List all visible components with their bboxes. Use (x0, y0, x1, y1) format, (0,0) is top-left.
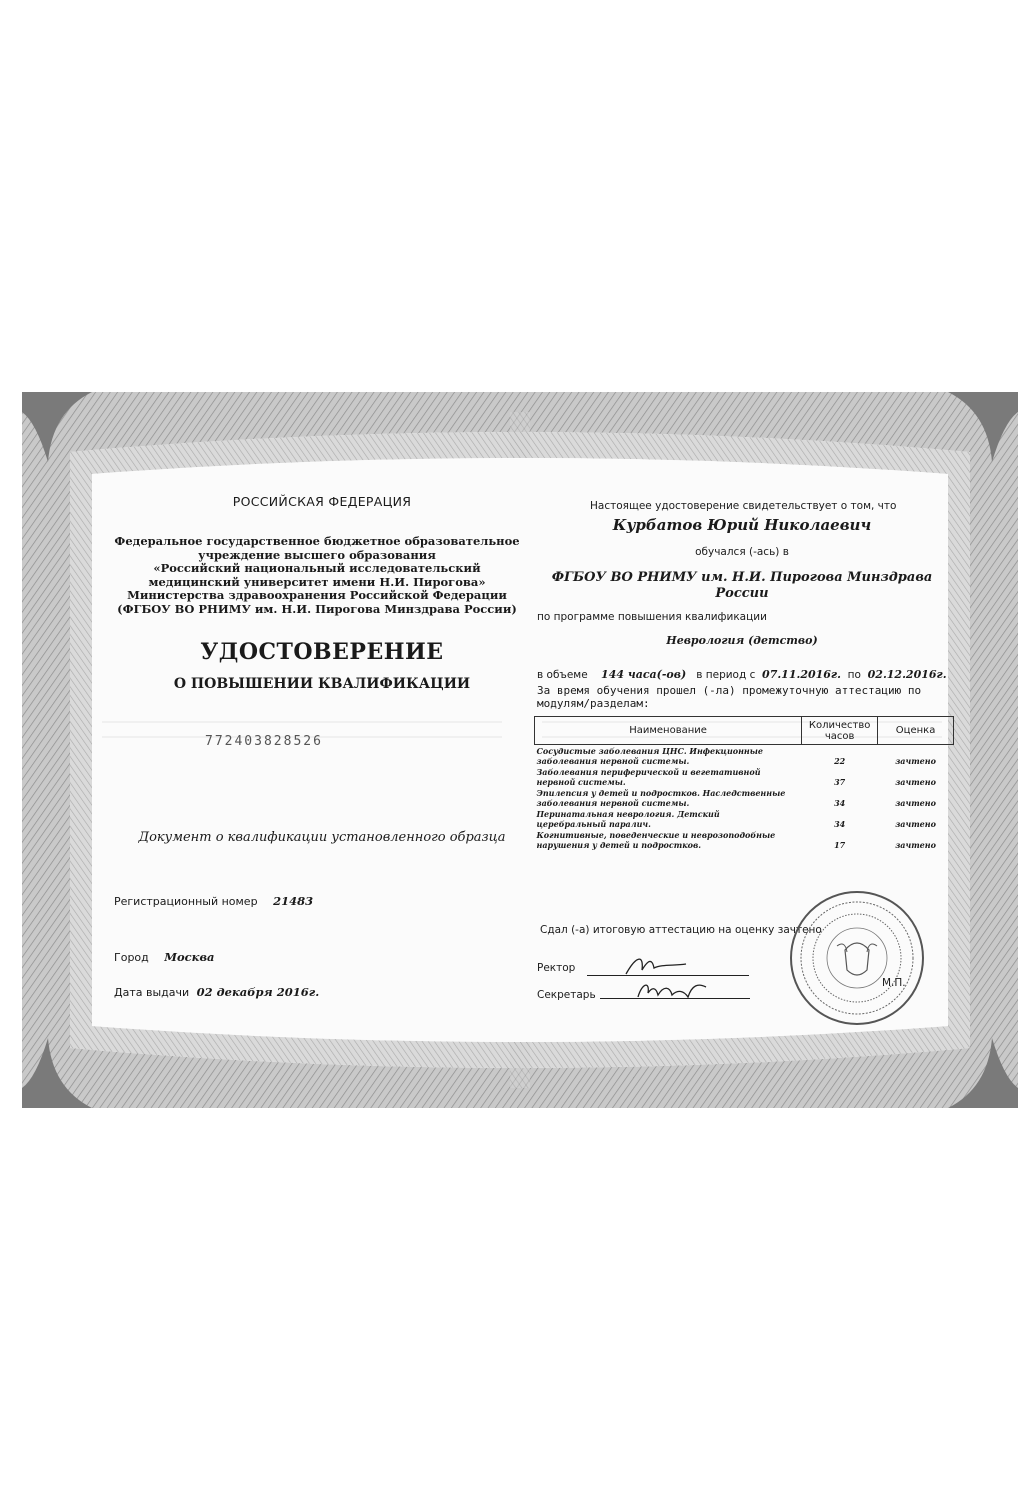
module-name-line: церебральный паралич. (536, 818, 651, 829)
table-row (535, 829, 954, 850)
header-hours-line: часов (824, 730, 855, 742)
module-name-line: Когнитивные, поведенческие и неврозоподобные (536, 830, 776, 840)
interim-text (537, 685, 957, 710)
final-label: Сдал (-а) итоговую аттестацию на оценку (540, 924, 775, 936)
module-name-line: заболевания нервной системы. (536, 755, 690, 766)
module-grade: зачтено (895, 818, 936, 829)
table-header-row (535, 717, 954, 745)
volume-label: в объеме (537, 669, 588, 681)
module-name-line: заболевания нервной системы. (536, 797, 690, 808)
institution-line: Министерства здравоохранения Российской Федерации (127, 588, 507, 602)
module-grade: зачтено (895, 839, 936, 850)
interim-text-line: За время обучения прошел (-ла) промежуточную аттестацию по (537, 684, 922, 697)
module-name-line: нервной системы. (536, 776, 626, 787)
header-hours (802, 717, 878, 745)
table-row (535, 766, 954, 787)
table-row (535, 808, 954, 829)
issue-date-value: 02 декабря 2016г. (196, 985, 320, 999)
institution-line: Федеральное государственное бюджетное образовательное (114, 534, 520, 548)
institution-block (92, 535, 542, 616)
rector-label: Ректор (537, 962, 576, 974)
rector-signature (622, 952, 692, 978)
modules-table (534, 716, 954, 850)
institution-line: (ФГБОУ ВО РНИМУ им. Н.И. Пирогова Минздрава России) (117, 601, 517, 616)
module-hours: 34 (834, 818, 846, 829)
volume-period-row (537, 668, 947, 681)
country-heading: РОССИЙСКАЯ ФЕДЕРАЦИЯ (232, 494, 412, 509)
document-subtitle: О ПОВЫШЕНИИ КВАЛИФИКАЦИИ (173, 676, 471, 692)
table-row (535, 787, 954, 808)
module-name-line: Эпилепсия у детей и подростков. Наследственные (536, 788, 786, 798)
official-seal (787, 888, 927, 1028)
document-title: УДОСТОВЕРЕНИЕ (200, 639, 444, 665)
module-grade: зачтено (895, 755, 936, 766)
institution-line: медицинский университет имени Н.И. Пирогова» (148, 574, 486, 589)
institution-short-line: ФГБОУ ВО РНИМУ им. Н.И. Пирогова Минздрава (551, 570, 933, 585)
module-name-line: Заболевания периферической и вегетативной (536, 767, 761, 777)
secretary-label: Секретарь (537, 989, 596, 1001)
program-name: Неврология (детство) (666, 634, 818, 647)
attest-text: Настоящее удостоверение свидетельствует о том, что (590, 500, 897, 512)
institution-line: «Российский национальный исследовательский (153, 561, 481, 575)
module-hours: 34 (834, 797, 846, 808)
studied-text: обучался (-ась) в (695, 546, 789, 558)
institution-line: учреждение высшего образования (198, 547, 436, 562)
module-grade: зачтено (895, 797, 936, 808)
holder-full-name: Курбатов Юрий Николаевич (612, 516, 872, 534)
registration-label: Регистрационный номер (114, 895, 258, 908)
city-row (114, 950, 214, 964)
institution-short (542, 570, 942, 602)
secretary-signature (634, 977, 714, 1003)
module-name (535, 787, 802, 808)
issue-date-label: Дата выдачи (114, 986, 190, 999)
table-row (535, 745, 954, 767)
registration-row (114, 894, 313, 908)
module-grade: зачтено (895, 776, 936, 787)
seal-place: М.П. (882, 977, 906, 989)
header-grade: Оценка (878, 717, 954, 745)
module-name-line: нарушения у детей и подростков. (536, 839, 701, 850)
period-label: в период с (696, 669, 756, 681)
module-name-line: Перинатальная неврология. Детский (536, 809, 720, 819)
header-hours-line: Количество (808, 719, 871, 731)
module-name (535, 829, 802, 850)
city-value: Москва (164, 950, 215, 964)
program-label: по программе повышения квалификации (537, 611, 767, 623)
header-name: Наименование (535, 717, 802, 745)
module-name-line: Сосудистые заболевания ЦНС. Инфекционные (536, 746, 763, 756)
module-hours: 22 (834, 755, 846, 766)
interim-text-line: модулям/разделам: (537, 696, 650, 710)
period-to: 02.12.2016г. (867, 668, 947, 681)
volume-value: 144 часа(-ов) (601, 668, 687, 681)
module-name (535, 745, 802, 767)
certificate-sheet (22, 392, 1018, 1108)
registration-number: 21483 (273, 894, 314, 908)
period-from: 07.11.2016г. (762, 668, 841, 681)
final-attestation (540, 924, 822, 936)
final-grade: зачтено (777, 924, 822, 936)
period-to-label: по (847, 669, 861, 681)
module-hours: 17 (834, 839, 846, 850)
issue-date-row (114, 985, 319, 999)
institution-short-line: России (715, 586, 769, 601)
city-label: Город (114, 951, 149, 964)
module-name (535, 808, 802, 829)
document-note: Документ о квалификации установленного образца (138, 830, 506, 845)
module-hours: 37 (834, 776, 846, 787)
serial-number: 772403828526 (205, 734, 323, 749)
module-name (535, 766, 802, 787)
